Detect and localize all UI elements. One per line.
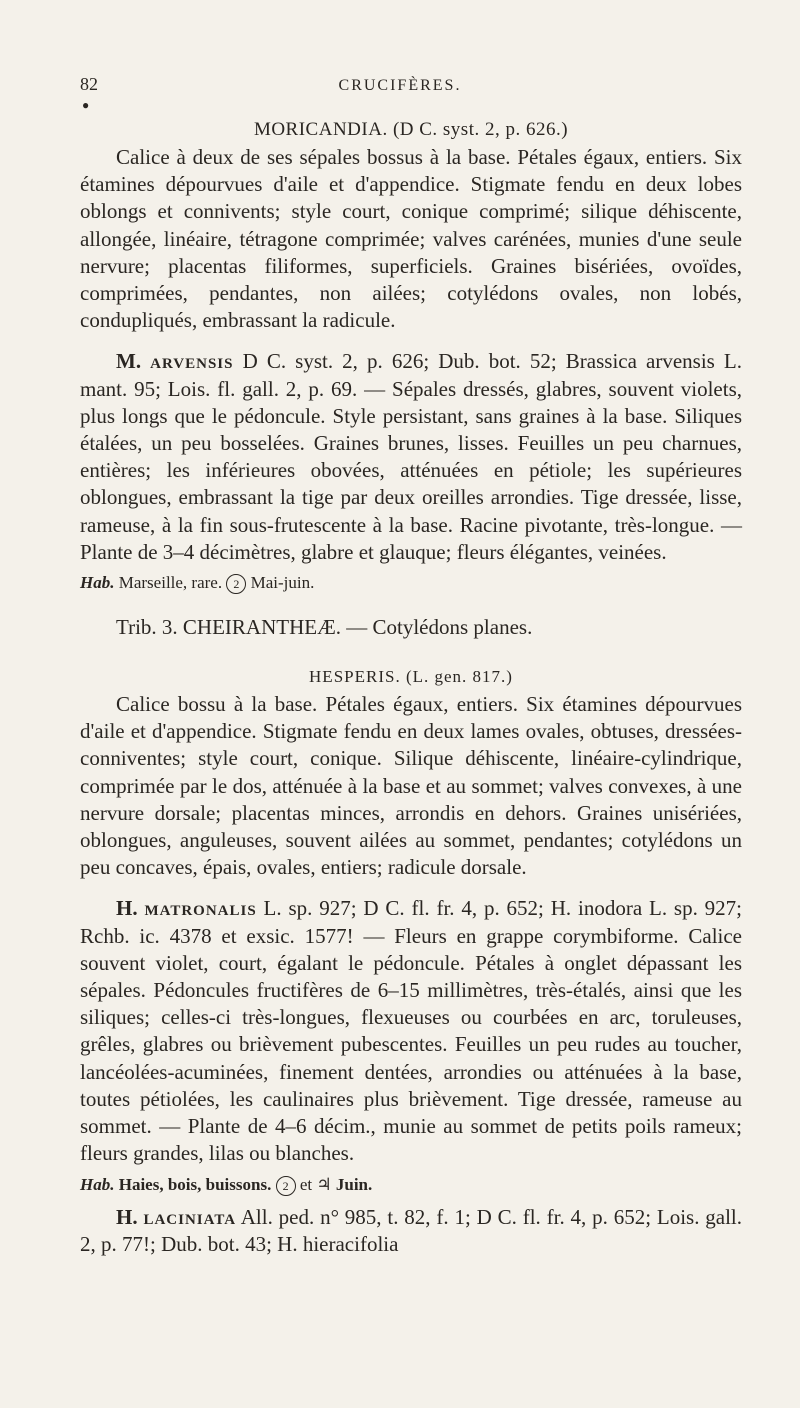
- running-title: CRUCIFÈRES.: [338, 77, 462, 94]
- genus-description-hesperis: Calice bossu à la base. Pétales égaux, entiers. Six étamines dépourvues d'aile et d'appendice. Stigmate fendu en deux lames ovales, obtuses, dressées-conniventes; style court, conique. Silique déhiscente, linéaire-cylindrique, comprimée par le dos, atténuée à la base et au sommet; valves convexes, à une nervure dorsale; placentas minces, arrondis en dehors. Graines unisériées, oblongues, anguleuses, souvent ailées au sommet, pendantes; cotylédons un peu concaves, épais, ovales, entiers; radicule dorsale.: [80, 692, 742, 880]
- species-entry-matronalis: [80, 895, 742, 1167]
- species-text: All. ped. n° 985, t. 82, f. 1; D C. fl. fr. 4, p. 652; Lois. gall. 2, p. 77!; Dub. bot. 43; H. hieracifolia: [80, 1204, 743, 1256]
- species-number: M.: [116, 349, 142, 374]
- habitat-line-arvensis: [80, 570, 742, 596]
- habitat-line-matronalis: [80, 1172, 742, 1198]
- species-name: arvensis: [150, 349, 234, 374]
- habitat-label: Hab.: [80, 1174, 115, 1194]
- flowering-season: Juin.: [335, 1174, 373, 1194]
- genus-description-moricandia: Calice à deux de ses sépales bossus à la base. Pétales égaux, entiers. Six étamines dépourvues d'aile et d'appendice. Stigmate fendu en deux lobes oblongs et connivents; style court, conique comprimé; silique déhiscente, allongée, linéaire, tétragone comprimée; valves carénées, munies d'une seule nervure; placentas filiformes, superficiels. Graines bisériées, ovoïdes, comprimées, pendantes, non ailées; cotylédons ovales, non lobés, condupliqués, embrassant la radicule.: [80, 145, 742, 333]
- duration-symbol: 2: [276, 1176, 296, 1196]
- species-number: H.: [116, 896, 138, 921]
- habitat-text: Marseille, rare.: [118, 573, 223, 593]
- tribe-note: — Cotylédons planes.: [346, 615, 533, 640]
- bullet-mark: ●: [82, 98, 90, 112]
- running-header: [0, 74, 800, 112]
- species-name: matronalis: [144, 896, 257, 921]
- species-number: H.: [116, 1204, 138, 1229]
- species-entry-laciniata: [80, 1204, 742, 1258]
- page-body: [80, 116, 742, 1258]
- habitat-text: Haies, bois, buissons.: [118, 1174, 272, 1194]
- species-name: laciniata: [143, 1204, 237, 1229]
- genus-header-moricandia: MORICANDIA. (D C. syst. 2, p. 626.): [253, 119, 569, 140]
- perennial-symbol: ♃: [316, 1174, 332, 1194]
- symbol-conjunction: et: [299, 1174, 313, 1194]
- habitat-label: Hab.: [80, 573, 115, 593]
- tribe-label: Trib. 3.: [116, 615, 178, 640]
- page-number: 82: [80, 74, 98, 94]
- flowering-season: Mai-juin.: [250, 573, 315, 593]
- species-text: D C. syst. 2, p. 626; Dub. bot. 52; Brassica arvensis L. mant. 95; Lois. fl. gall. 2, p. 69. — Sépales dressés, glabres, souvent violets, plus longs que le pédoncule. Style persistant, sans graines à la base. Siliques étalées, un peu bosselées. Graines brunes, lisses. Feuilles un peu charnues, entières; les inférieures obovées, atténuées en pétiole; les supérieures oblongues, embrassant la tige par deux oreilles arrondies. Tige dressée, lisse, rameuse, à la fin sous-frutescente à la base. Racine pivotante, très-longue. — Plante de 3–4 décimètres, glabre et glauque; fleurs élégantes, veinées.: [80, 349, 742, 564]
- species-entry-arvensis: [80, 348, 742, 566]
- tribe-header: [116, 612, 742, 642]
- duration-symbol: 2: [226, 574, 246, 594]
- tribe-name: CHEIRANTHEÆ.: [182, 615, 341, 640]
- genus-header-hesperis: HESPERIS. (L. gen. 817.): [309, 667, 513, 687]
- species-text: L. sp. 927; D C. fl. fr. 4, p. 652; H. inodora L. sp. 927; Rchb. ic. 4378 et exsic. 1577! — Fleurs en grappe corymbiforme. Calice souvent violet, court, égalant le pédoncule. Pétales à onglet dépassant les sépales. Pédoncules fructifères de 6–15 millimètres, très-étalés, ainsi que les siliques; celles-ci très-longues, flexueuses ou courbées en arc, toruleuses, grêles, glabres ou brièvement pubescentes. Feuilles un peu rudes au toucher, lancéolées-acuminées, finement dentées, arrondies ou atténuées à la base, toutes pétiolées, les caulinaires plus brièvement. Tige dressée, rameuse au sommet. — Plante de 4–6 décim., munie au sommet de petits poils rameux; fleurs grandes, lilas ou blanches.: [80, 896, 743, 1166]
